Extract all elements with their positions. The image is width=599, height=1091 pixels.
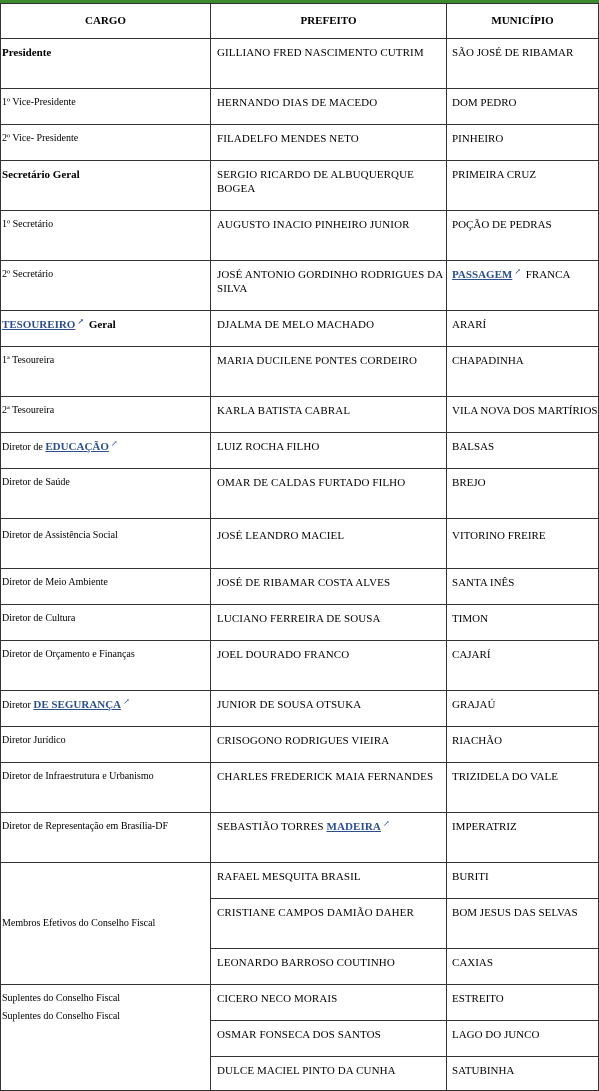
prefeito-cell: OSMAR FONSECA DOS SANTOS	[211, 1021, 447, 1057]
prefeito-cell: CHARLES FREDERICK MAIA FERNANDES	[211, 763, 447, 813]
prefeito-cell: DULCE MACIEL PINTO DA CUNHA	[211, 1057, 447, 1091]
municipio-cell: CHAPADINHA	[447, 347, 599, 397]
prefeito-cell: SERGIO RICARDO DE ALBUQUERQUE BOGEA	[211, 161, 447, 211]
municipio-cell: RIACHÃO	[447, 727, 599, 763]
cargo-cell: Diretor de Cultura	[1, 605, 211, 641]
municipio-cell: DOM PEDRO	[447, 89, 599, 125]
prefeito-cell: CRISOGONO RODRIGUES VIEIRA	[211, 727, 447, 763]
external-link-icon: ↗	[514, 267, 522, 276]
municipio-cell: ESTREITO	[447, 985, 599, 1021]
table-row	[1, 641, 599, 691]
municipio-cell: TIMON	[447, 605, 599, 641]
municipio-suffix: FRANCA	[523, 269, 571, 281]
external-link-icon: ↗	[382, 819, 390, 828]
prefeito-cell	[211, 813, 447, 863]
municipio-cell: BURITI	[447, 863, 599, 899]
municipio-cell: SÃO JOSÉ DE RIBAMAR	[447, 39, 599, 89]
suplentes-cargo-cell	[1, 985, 211, 1091]
cargo-cell: 2º Secretário	[1, 261, 211, 311]
municipio-cell: BREJO	[447, 469, 599, 519]
municipio-cell: VILA NOVA DOS MARTÍRIOS	[447, 397, 599, 433]
cargo-cell: Diretor de Assistência Social	[1, 519, 211, 569]
cargo-cell: Diretor de Orçamento e Finanças	[1, 641, 211, 691]
table-row	[1, 397, 599, 433]
prefeito-cell: JOSÉ ANTONIO GORDINHO RODRIGUES DA SILVA	[211, 261, 447, 311]
external-link-icon: ↗	[77, 317, 85, 326]
cargo-cell: Presidente	[1, 39, 211, 89]
prefeito-cell: JOSÉ DE RIBAMAR COSTA ALVES	[211, 569, 447, 605]
municipio-cell: PRIMEIRA CRUZ	[447, 161, 599, 211]
municipio-cell	[447, 261, 599, 311]
table-row	[1, 161, 599, 211]
header-prefeito: PREFEITO	[211, 4, 447, 39]
header-cargo: CARGO	[1, 4, 211, 39]
header-row	[1, 4, 599, 39]
table-row	[1, 211, 599, 261]
prefeito-cell: LUCIANO FERREIRA DE SOUSA	[211, 605, 447, 641]
prefeito-cell: KARLA BATISTA CABRAL	[211, 397, 447, 433]
municipio-cell: CAXIAS	[447, 949, 599, 985]
prefeito-cell: RAFAEL MESQUITA BRASIL	[211, 863, 447, 899]
table-row	[1, 813, 599, 863]
passagem-link[interactable]: PASSAGEM	[452, 269, 513, 281]
cargo-cell: Secretário Geral	[1, 161, 211, 211]
cargo-cell: Diretor de Saúde	[1, 469, 211, 519]
table-row	[1, 261, 599, 311]
cargo-cell: 1º Secretário	[1, 211, 211, 261]
municipio-cell: SATUBINHA	[447, 1057, 599, 1091]
prefeito-cell: JUNIOR DE SOUSA OTSUKA	[211, 691, 447, 727]
suplentes-label: Suplentes do Conselho Fiscal	[2, 993, 121, 1004]
municipio-cell: IMPERATRIZ	[447, 813, 599, 863]
madeira-link[interactable]: MADEIRA	[326, 821, 381, 833]
prefeito-cell: HERNANDO DIAS DE MACEDO	[211, 89, 447, 125]
municipio-cell: BOM JESUS DAS SELVAS	[447, 899, 599, 949]
prefeito-cell: FILADELFO MENDES NETO	[211, 125, 447, 161]
municipio-cell: POÇÃO DE PEDRAS	[447, 211, 599, 261]
municipio-cell: SANTA INÊS	[447, 569, 599, 605]
prefeito-cell: AUGUSTO INACIO PINHEIRO JUNIOR	[211, 211, 447, 261]
cargo-cell: Diretor de Representação em Brasília-DF	[1, 813, 211, 863]
table-row	[1, 519, 599, 569]
seguranca-link[interactable]: DE SEGURANÇA	[33, 699, 122, 711]
table-row	[1, 691, 599, 727]
prefeito-cell: MARIA DUCILENE PONTES CORDEIRO	[211, 347, 447, 397]
prefeito-cell: LUIZ ROCHA FILHO	[211, 433, 447, 469]
prefeito-cell: CRISTIANE CAMPOS DAMIÃO DAHER	[211, 899, 447, 949]
municipio-cell: ARARÍ	[447, 311, 599, 347]
external-link-icon: ↗	[123, 697, 130, 706]
external-link-icon: ↗	[110, 439, 118, 448]
table-row	[1, 311, 599, 347]
municipio-cell: CAJARÍ	[447, 641, 599, 691]
cargo-cell	[1, 691, 211, 727]
table-row	[1, 763, 599, 813]
suplentes-label: Suplentes do Conselho Fiscal	[2, 1011, 121, 1022]
conselho-cargo-cell: Membros Efetivos do Conselho Fiscal	[1, 863, 211, 985]
cargo-cell: Diretor de Infraestrutura e Urbanismo	[1, 763, 211, 813]
header-municipio: MUNICÍPIO	[447, 4, 599, 39]
prefeito-cell: LEONARDO BARROSO COUTINHO	[211, 949, 447, 985]
cargo-cell: Diretor de Meio Ambiente	[1, 569, 211, 605]
municipio-cell: PINHEIRO	[447, 125, 599, 161]
diretoria-table	[0, 3, 599, 1091]
table-row	[1, 433, 599, 469]
tesoureiro-link[interactable]: TESOUREIRO	[2, 319, 76, 331]
table-row	[1, 727, 599, 763]
municipio-cell: GRAJAÚ	[447, 691, 599, 727]
cargo-cell: 2ª Tesoureira	[1, 397, 211, 433]
table-row	[1, 605, 599, 641]
table-row	[1, 863, 599, 899]
cargo-prefix: Diretor de	[2, 442, 46, 453]
cargo-cell	[1, 433, 211, 469]
table-row	[1, 985, 599, 1021]
table-row	[1, 569, 599, 605]
municipio-cell: LAGO DO JUNCO	[447, 1021, 599, 1057]
cargo-cell: 1º Vice-Presidente	[1, 89, 211, 125]
prefeito-cell: JOSÉ LEANDRO MACIEL	[211, 519, 447, 569]
cargo-suffix: Geral	[86, 319, 116, 331]
table-row	[1, 125, 599, 161]
cargo-cell: Diretor Jurídico	[1, 727, 211, 763]
prefeito-prefix: SEBASTIÃO TORRES	[217, 821, 327, 833]
cargo-cell	[1, 311, 211, 347]
prefeito-cell: DJALMA DE MELO MACHADO	[211, 311, 447, 347]
municipio-cell: BALSAS	[447, 433, 599, 469]
municipio-cell: TRIZIDELA DO VALE	[447, 763, 599, 813]
cargo-cell: 1ª Tesoureira	[1, 347, 211, 397]
table-row	[1, 347, 599, 397]
prefeito-cell: GILLIANO FRED NASCIMENTO CUTRIM	[211, 39, 447, 89]
prefeito-cell: OMAR DE CALDAS FURTADO FILHO	[211, 469, 447, 519]
educacao-link[interactable]: EDUCAÇÃO	[45, 441, 109, 453]
prefeito-cell: JOEL DOURADO FRANCO	[211, 641, 447, 691]
table-row	[1, 469, 599, 519]
prefeito-cell: CICERO NECO MORAIS	[211, 985, 447, 1021]
municipio-cell: VITORINO FREIRE	[447, 519, 599, 569]
cargo-prefix: Diretor	[2, 700, 34, 711]
table-row	[1, 89, 599, 125]
table-row	[1, 39, 599, 89]
cargo-cell: 2º Vice- Presidente	[1, 125, 211, 161]
